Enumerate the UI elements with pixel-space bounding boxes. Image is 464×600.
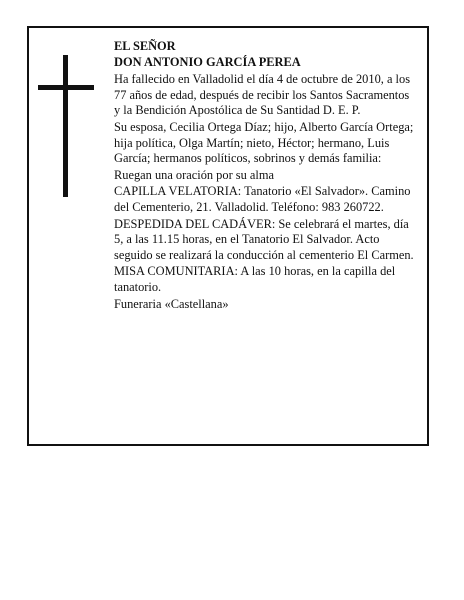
family-list: Su esposa, Cecilia Ortega Díaz; hijo, Alberto García Ortega; hija política, Olga Martín; nieto, Héctor; hermano, Luis García; hermanos políticos, sobrinos y demás familia:	[114, 119, 414, 166]
funeral-home: Funeraria «Castellana»	[114, 296, 229, 311]
cross-horizontal-bar	[38, 85, 94, 90]
cross-icon	[38, 55, 94, 197]
deceased-name: DON ANTONIO GARCÍA PEREA	[114, 54, 301, 69]
farewell-info: DESPEDIDA DEL CADÁVER: Se celebrará el martes, día 5, a las 11.15 horas, en el Tanatorio El Salvador. Acto seguido se realizará la conducción al cementerio El Carmen.	[114, 216, 414, 262]
obituary-title: EL SEÑOR	[114, 39, 176, 53]
obituary-text	[114, 39, 418, 313]
mass-info: MISA COMUNITARIA: A las 10 horas, en la capilla del tanatorio.	[114, 264, 396, 294]
wake-chapel-info: CAPILLA VELATORIA: Tanatorio «El Salvador». Camino del Cementerio, 21. Valladolid. Teléfono: 983 260722.	[114, 184, 411, 214]
cross-vertical-bar	[63, 55, 68, 197]
death-announcement: Ha fallecido en Valladolid el día 4 de octubre de 2010, a los 77 años de edad, después de recibir los Santos Sacramentos y la Bendición Apostólica de Su Santidad D. E. P.	[114, 72, 411, 118]
prayer-request: Ruegan una oración por su alma	[114, 167, 274, 182]
